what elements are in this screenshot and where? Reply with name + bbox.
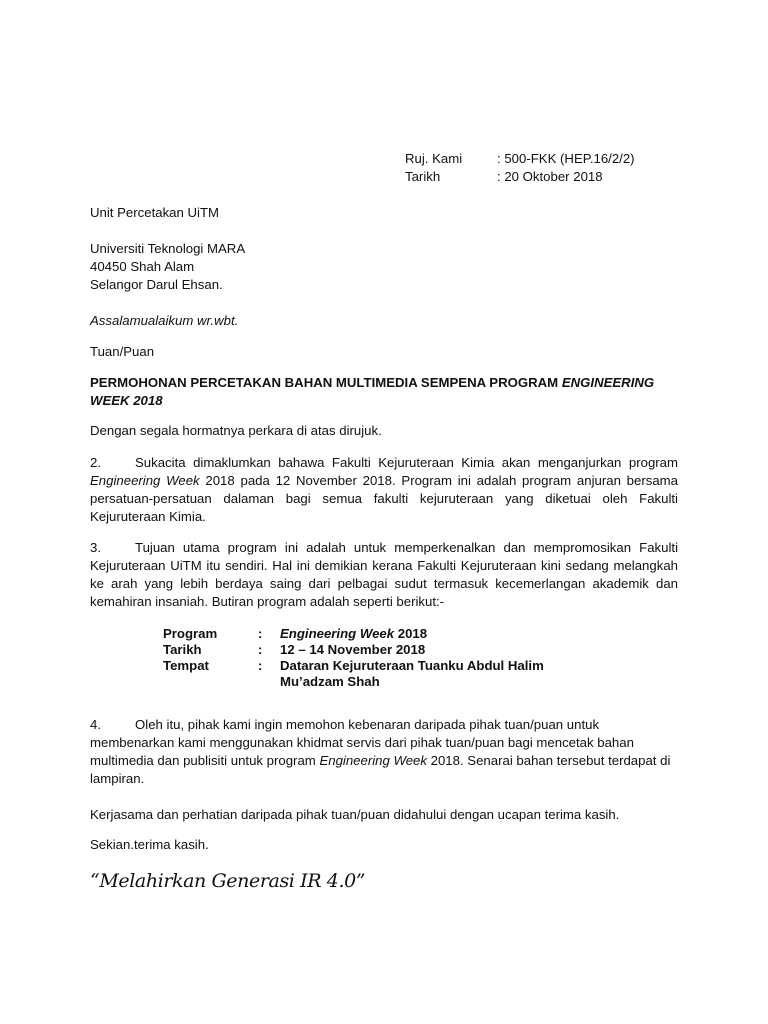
date-value: : 20 Oktober 2018: [497, 169, 603, 184]
ruj-value: : 500-FKK (HEP.16/2/2): [497, 151, 635, 166]
paragraph-text: Sukacita dimaklumkan bahawa Fakulti Kejuruteraan Kimia akan menganjurkan program: [135, 455, 678, 470]
paragraph-text: 2018 pada 12 November 2018. Program ini adalah program anjuran bersama persatuan-persatuan dalaman bagi semua fakulti kejuruteraan yang diketuai oleh Fakulti Kejuruteraan Kimia.: [90, 473, 678, 524]
paragraph-2: [90, 454, 678, 526]
salutation: Tuan/Puan: [90, 344, 155, 359]
recipient-address: [90, 240, 678, 294]
detail-colon: :: [258, 658, 263, 673]
subject-heading: [90, 374, 678, 410]
subject-event-year: WEEK 2018: [90, 393, 163, 408]
detail-row-venue: [163, 658, 603, 690]
detail-colon: :: [258, 642, 263, 657]
address-line: Universiti Teknologi MARA: [90, 241, 246, 256]
reference-block: [405, 150, 705, 186]
detail-row-program: [163, 626, 603, 642]
paragraph-number: 4.: [90, 717, 101, 732]
detail-value: 12 – 14 November 2018: [280, 642, 426, 657]
address-line: Selangor Darul Ehsan.: [90, 277, 223, 292]
closing-thanks: Kerjasama dan perhatian daripada pihak tuan/puan didahului dengan ucapan terima kasih.: [90, 807, 620, 822]
detail-label: Tarikh: [163, 642, 202, 657]
event-name: Engineering Week: [319, 753, 427, 768]
paragraph-text: Tujuan utama program ini adalah untuk memperkenalkan dan mempromosikan Fakulti Kejuruteraan UiTM itu sendiri. Hal ini demikian kerana Fakulti Kejuruteraan kini sedang melangkah ke arah yang lebih berdaya saing dari pelbagai sudut termasuk kecemerlangan akademik dan kemahiran insaniah. Butiran program adalah seperti berikut:-: [90, 540, 678, 609]
paragraph-text: 2018. Senarai bahan tersebut terdapat di lampiran.: [90, 753, 671, 786]
date-row: [405, 168, 705, 186]
recipient-unit: Unit Percetakan UiTM: [90, 205, 219, 220]
opening-line: Dengan segala hormatnya perkara di atas dirujuk.: [90, 423, 382, 438]
address-line: 40450 Shah Alam: [90, 259, 195, 274]
program-details: [163, 626, 603, 690]
venue-line: Mu’adzam Shah: [280, 674, 380, 689]
paragraph-number: 3.: [90, 540, 101, 555]
paragraph-text: Oleh itu, pihak kami ingin memohon kebenaran daripada pihak tuan/puan untuk membenarkan kami menggunakan khidmat servis dari pihak tuan/puan bagi mencetak bahan multimedia dan publisiti untuk program: [90, 717, 634, 768]
venue-line: Dataran Kejuruteraan Tuanku Abdul Halim: [280, 658, 544, 673]
closing-sign-off: Sekian.terima kasih.: [90, 837, 209, 852]
event-name: Engineering Week: [90, 473, 200, 488]
motto: “Melahirkan Generasi IR 4.0”: [90, 870, 366, 892]
detail-label: Tempat: [163, 658, 209, 673]
subject-event: ENGINEERING: [561, 375, 655, 390]
detail-row-date: [163, 642, 603, 658]
detail-label: Program: [163, 626, 218, 641]
reference-row: [405, 150, 705, 168]
event-name: Engineering Week: [280, 626, 395, 641]
paragraph-4: [90, 716, 675, 788]
paragraph-3: [90, 539, 678, 611]
event-year: 2018: [394, 626, 428, 641]
greeting: Assalamualaikum wr.wbt.: [90, 313, 239, 328]
detail-value: [280, 626, 580, 642]
paragraph-number: 2.: [90, 455, 101, 470]
date-label: Tarikh: [405, 169, 441, 184]
ruj-label: Ruj. Kami: [405, 151, 463, 166]
detail-value: [280, 658, 580, 690]
subject-text: PERMOHONAN PERCETAKAN BAHAN MULTIMEDIA SEMPENA PROGRAM: [90, 375, 562, 390]
detail-colon: :: [258, 626, 263, 641]
